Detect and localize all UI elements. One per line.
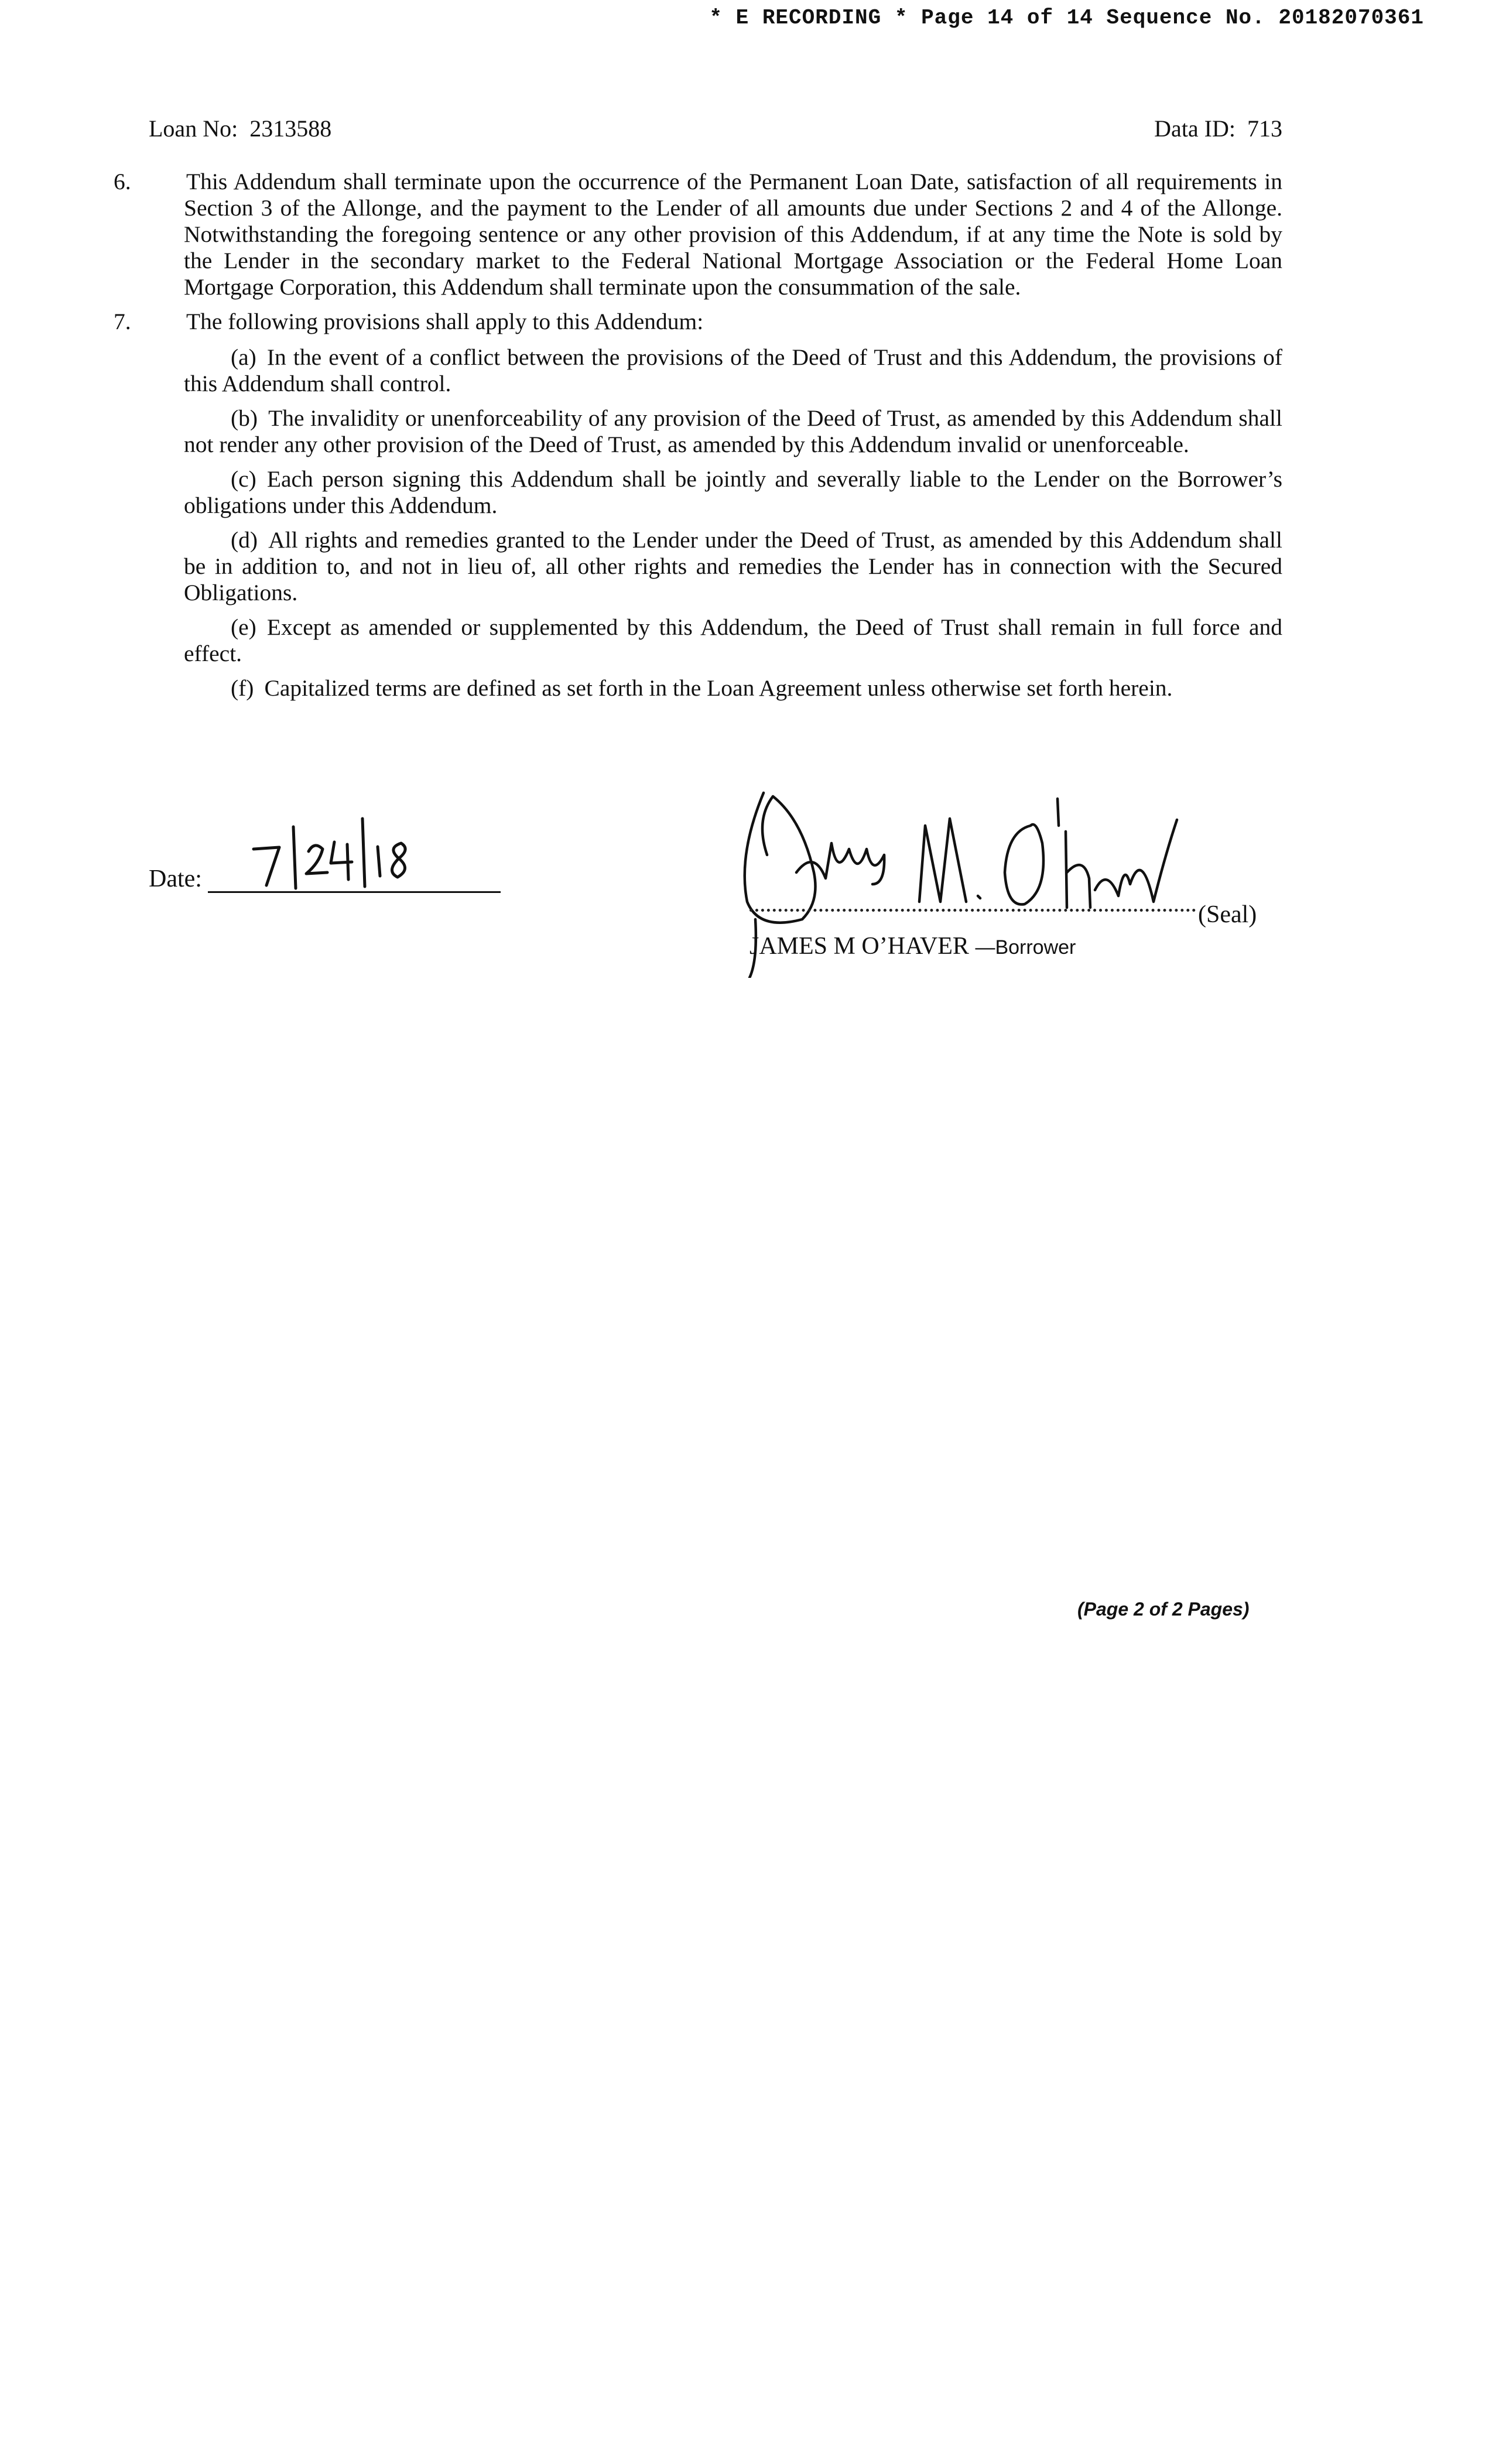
provision-text: The invalidity or unenforceability of any provision of the Deed of Trust, as amended by this Addendum shall not render any other provision of the Deed of Trust, as amended by this Addendum invalid or unenforceable. — [184, 405, 1282, 457]
signer-name — [750, 932, 1076, 960]
paragraph-7-heading — [114, 309, 1282, 335]
provision-text: Except as amended or supplemented by this Addendum, the Deed of Trust shall remain in full force and effect. — [184, 614, 1282, 666]
signature-line — [750, 909, 1196, 912]
paragraph-7-text: The following provisions shall apply to this Addendum: — [186, 309, 704, 334]
provision-tag: (d) — [231, 527, 258, 553]
data-id-value: 713 — [1247, 115, 1282, 142]
provision-tag: (c) — [231, 466, 256, 492]
provision-text: Capitalized terms are defined as set forth in the Loan Agreement unless otherwise set forth herein. — [264, 675, 1173, 701]
date-line — [208, 815, 501, 893]
provision-f — [184, 675, 1282, 701]
provision-text: In the event of a conflict between the provisions of the Deed of Trust and this Addendum, the provisions of this Addendum shall control. — [184, 344, 1282, 396]
provision-text: All rights and remedies granted to the Lender under the Deed of Trust, as amended by this Addendum shall be in addition to, and not in lieu of, all other rights and remedies the Lender has in connection with the Secured Obligations. — [184, 527, 1282, 605]
provision-tag: (e) — [231, 614, 256, 640]
provision-e — [184, 614, 1282, 667]
data-id — [1154, 115, 1282, 142]
paragraph-6-number: 6. — [114, 169, 131, 194]
addendum-body — [114, 169, 1282, 710]
provision-tag: (a) — [231, 344, 256, 370]
provision-text: Each person signing this Addendum shall be jointly and severally liable to the Lender on the Borrower’s obligations under this Addendum. — [184, 466, 1282, 518]
provision-d — [184, 527, 1282, 606]
handwritten-date — [208, 815, 501, 891]
loan-meta-row — [149, 115, 1282, 142]
signer-name-text: JAMES M O’HAVER — [750, 933, 969, 960]
date-block — [149, 815, 501, 893]
provision-tag: (b) — [231, 405, 258, 431]
loan-number — [149, 115, 331, 142]
paragraph-7-number: 7. — [114, 309, 131, 334]
paragraph-6 — [114, 169, 1282, 300]
signer-role: —Borrower — [975, 936, 1076, 959]
loan-number-label: Loan No: — [149, 115, 238, 142]
date-label: Date: — [149, 865, 202, 892]
provision-tag: (f) — [231, 675, 254, 701]
provision-c — [184, 466, 1282, 519]
recording-header: * E RECORDING * Page 14 of 14 Sequence No. 20182070361 — [709, 6, 1424, 30]
provision-a — [184, 344, 1282, 397]
seal-label: (Seal) — [1198, 901, 1257, 928]
paragraph-6-text: This Addendum shall terminate upon the occurrence of the Permanent Loan Date, satisfaction of all requirements in Section 3 of the Allonge, and the payment to the Lender of all amounts due under Sections 2 and 4 of the Allonge. Notwithstanding the foregoing sentence or any other provision of this Addendum, if at any time the Note is sold by the Lender in the secondary market to the Federal National Mortgage Association or the Federal Home Loan Mortgage Corporation, this Addendum shall terminate upon the consummation of the sale. — [184, 169, 1282, 300]
page-footer: (Page 2 of 2 Pages) — [1077, 1599, 1250, 1620]
provision-b — [184, 405, 1282, 458]
loan-number-value: 2313588 — [249, 115, 332, 142]
data-id-label: Data ID: — [1154, 115, 1236, 142]
